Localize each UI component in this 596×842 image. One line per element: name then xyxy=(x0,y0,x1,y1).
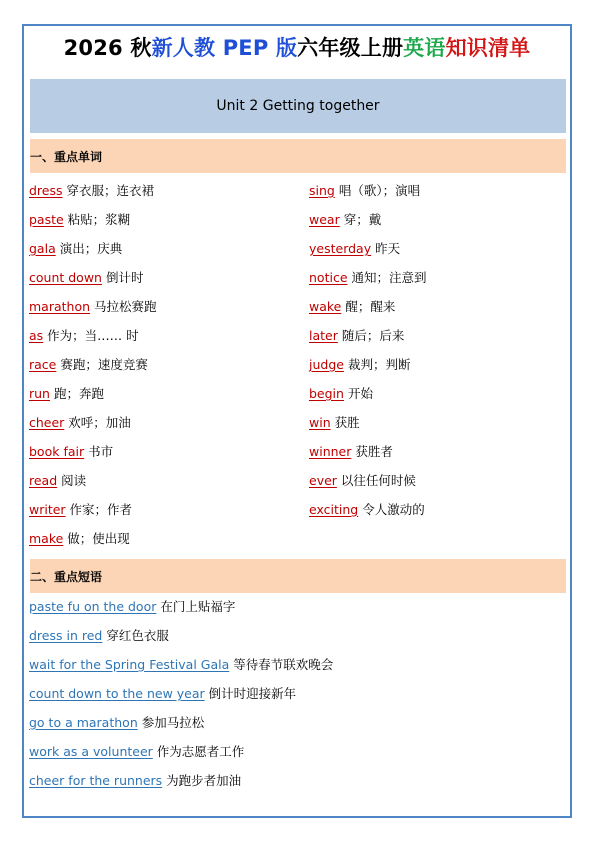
word-item-chinese: 做；使出现 xyxy=(63,531,130,546)
word-item-english: yesterday xyxy=(309,241,372,256)
word-item-chinese: 马拉松赛跑 xyxy=(90,299,157,314)
phrase-item-chinese: 为跑步者加油 xyxy=(162,773,242,788)
word-item-english: paste xyxy=(29,212,64,227)
word-item xyxy=(309,472,416,490)
phrase-item xyxy=(29,656,333,674)
title-part-1: 2026 秋 xyxy=(63,36,152,60)
phrase-item-chinese: 在门上贴福字 xyxy=(156,599,236,614)
word-item xyxy=(29,530,130,548)
word-item-english: marathon xyxy=(29,299,91,314)
phrase-item xyxy=(29,598,235,616)
phrase-item-english: wait for the Spring Festival Gala xyxy=(29,657,230,672)
word-item-english: gala xyxy=(29,241,56,256)
word-item-english: book fair xyxy=(29,444,85,459)
word-item-english: wear xyxy=(309,212,340,227)
word-item-english: winner xyxy=(309,444,352,459)
word-item-chinese: 欢呼；加油 xyxy=(64,415,131,430)
word-item-chinese: 醒；醒来 xyxy=(341,299,396,314)
word-item-english: run xyxy=(29,386,50,401)
word-item xyxy=(309,327,404,345)
word-item-chinese: 倒计时 xyxy=(101,270,144,285)
word-item-english: judge xyxy=(309,357,344,372)
phrase-item-english: paste fu on the door xyxy=(29,599,157,614)
unit-title: Unit 2 Getting together xyxy=(216,98,380,114)
title-part-4: 英语 xyxy=(403,36,446,60)
word-item xyxy=(29,211,130,229)
unit-title-bar xyxy=(30,79,566,133)
word-item-chinese: 唱（歌）；演唱 xyxy=(334,183,421,198)
title-part-3: 六年级上册 xyxy=(297,36,404,60)
word-item xyxy=(29,356,148,374)
word-item xyxy=(29,182,154,200)
word-item-chinese: 昨天 xyxy=(371,241,401,256)
word-item-english: count down xyxy=(29,270,102,285)
word-item-chinese: 演出；庆典 xyxy=(55,241,123,256)
document-title xyxy=(24,32,570,62)
word-item-chinese: 裁判；判断 xyxy=(343,357,411,372)
word-item-english: later xyxy=(309,328,338,343)
word-item-chinese: 粘贴；浆糊 xyxy=(63,212,131,227)
word-item xyxy=(29,240,122,258)
word-item-english: notice xyxy=(309,270,348,285)
word-item xyxy=(29,298,157,316)
word-item xyxy=(309,211,381,229)
word-item-chinese: 作家；作者 xyxy=(65,502,133,517)
word-item xyxy=(309,385,373,403)
phrase-item-chinese: 穿红色衣服 xyxy=(102,628,169,643)
word-item-chinese: 获胜者 xyxy=(351,444,393,459)
word-item-english: as xyxy=(29,328,44,343)
word-item-english: read xyxy=(29,473,58,488)
word-item-chinese: 作为；当…… 时 xyxy=(43,328,139,343)
word-item xyxy=(29,443,113,461)
phrase-item-english: dress in red xyxy=(29,628,103,643)
word-item-chinese: 通知；注意到 xyxy=(347,270,427,285)
document-frame xyxy=(22,24,572,818)
word-item-chinese: 阅读 xyxy=(57,473,87,488)
word-item-english: sing xyxy=(309,183,335,198)
word-item-english: win xyxy=(309,415,331,430)
word-item xyxy=(309,414,360,432)
words-section-heading xyxy=(30,139,566,173)
word-item xyxy=(29,327,139,345)
word-item xyxy=(309,269,427,287)
word-item-english: dress xyxy=(29,183,63,198)
word-item-chinese: 令人激动的 xyxy=(358,502,425,517)
word-item-chinese: 穿；戴 xyxy=(339,212,382,227)
word-item-chinese: 赛跑；速度竞赛 xyxy=(56,357,148,372)
word-item xyxy=(309,182,420,200)
phrase-item xyxy=(29,714,204,732)
word-item-chinese: 书市 xyxy=(84,444,114,459)
word-item xyxy=(29,385,104,403)
phrase-item-chinese: 作为志愿者工作 xyxy=(152,744,245,759)
phrase-item-english: go to a marathon xyxy=(29,715,138,730)
word-item-chinese: 穿衣服；连衣裙 xyxy=(62,183,154,198)
phrase-item xyxy=(29,743,244,761)
word-item-english: begin xyxy=(309,386,344,401)
phrases-heading-label: 二、重点短语 xyxy=(30,569,103,584)
word-item-chinese: 获胜 xyxy=(330,415,360,430)
word-item-english: make xyxy=(29,531,64,546)
word-item xyxy=(309,501,425,519)
word-item-english: race xyxy=(29,357,57,372)
phrase-item-chinese: 参加马拉松 xyxy=(137,715,205,730)
word-item-chinese: 随后；后来 xyxy=(337,328,405,343)
word-item xyxy=(29,414,131,432)
phrase-item xyxy=(29,685,296,703)
word-item xyxy=(309,443,393,461)
word-item-english: exciting xyxy=(309,502,359,517)
phrase-item-chinese: 倒计时迎接新年 xyxy=(204,686,297,701)
word-item-chinese: 开始 xyxy=(343,386,373,401)
word-item-chinese: 跑；奔跑 xyxy=(49,386,104,401)
phrase-item-chinese: 等待春节联欢晚会 xyxy=(229,657,334,672)
word-item xyxy=(309,356,410,374)
phrase-item-english: count down to the new year xyxy=(29,686,205,701)
word-item xyxy=(29,269,143,287)
word-item-english: wake xyxy=(309,299,342,314)
title-part-2: 新人教 PEP 版 xyxy=(151,36,298,60)
word-item xyxy=(309,298,395,316)
word-item-chinese: 以往任何时候 xyxy=(336,473,416,488)
title-part-5: 知识清单 xyxy=(445,36,531,60)
phrase-item xyxy=(29,627,169,645)
word-item xyxy=(29,472,86,490)
phrase-item-english: work as a volunteer xyxy=(29,744,153,759)
word-item-english: writer xyxy=(29,502,66,517)
phrase-item xyxy=(29,772,241,790)
word-item-english: ever xyxy=(309,473,337,488)
words-heading-label: 一、重点单词 xyxy=(30,149,103,164)
word-item xyxy=(29,501,132,519)
word-item-english: cheer xyxy=(29,415,65,430)
phrases-section-heading xyxy=(30,559,566,593)
word-item xyxy=(309,240,400,258)
phrase-item-english: cheer for the runners xyxy=(29,773,163,788)
